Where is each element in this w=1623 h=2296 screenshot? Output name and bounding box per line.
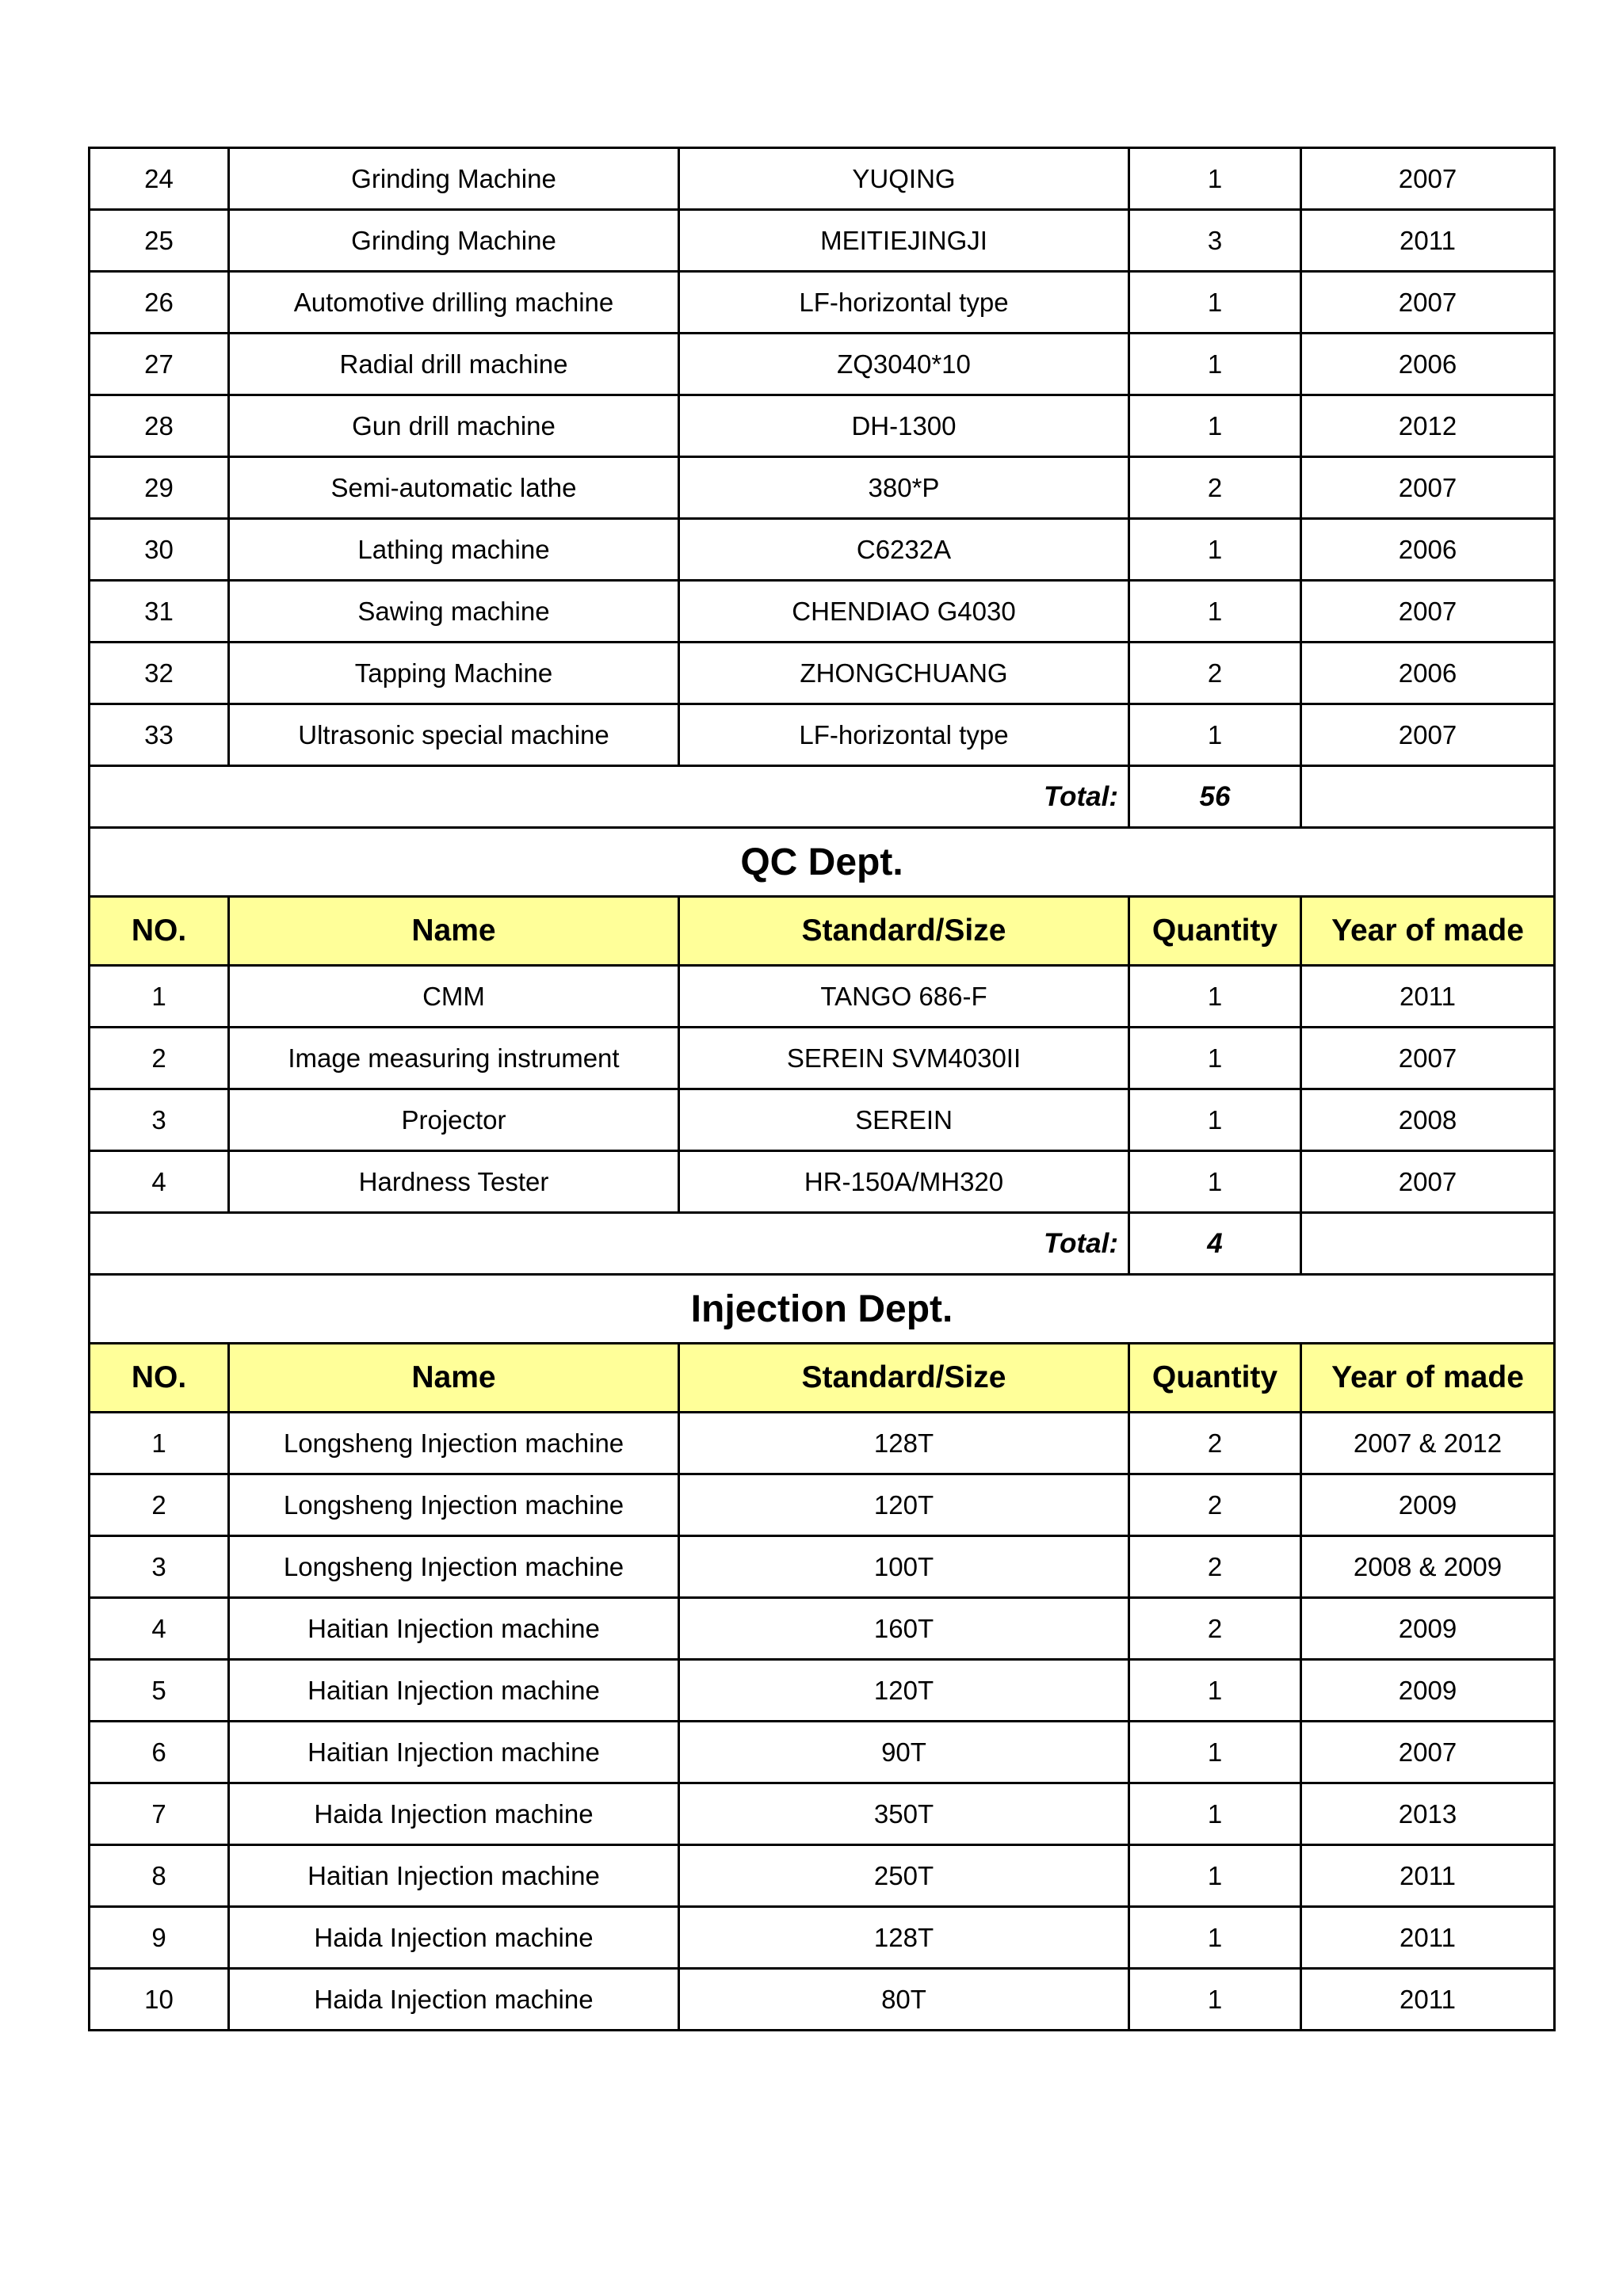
row-number: 31 (90, 581, 229, 643)
row-name: Haitian Injection machine (229, 1598, 679, 1660)
header-quantity: Quantity (1129, 1344, 1301, 1413)
row-year-of-made: 2006 (1301, 334, 1555, 395)
table-row (90, 519, 1555, 581)
table-row (90, 1660, 1555, 1722)
row-quantity: 1 (1129, 334, 1301, 395)
row-name: Automotive drilling machine (229, 272, 679, 334)
row-quantity: 1 (1129, 1151, 1301, 1213)
row-name: Projector (229, 1089, 679, 1151)
table-row (90, 643, 1555, 704)
row-year-of-made: 2007 & 2012 (1301, 1413, 1555, 1474)
table-row (90, 1089, 1555, 1151)
header-name: Name (229, 897, 679, 966)
total-empty-cell (1301, 1213, 1555, 1275)
row-quantity: 2 (1129, 643, 1301, 704)
header-no: NO. (90, 1344, 229, 1413)
row-year-of-made: 2006 (1301, 519, 1555, 581)
row-name: Gun drill machine (229, 395, 679, 457)
row-name: Lathing machine (229, 519, 679, 581)
row-name: Haitian Injection machine (229, 1660, 679, 1722)
row-quantity: 1 (1129, 1722, 1301, 1783)
row-quantity: 1 (1129, 1907, 1301, 1969)
table-row (90, 966, 1555, 1028)
row-quantity: 1 (1129, 148, 1301, 210)
row-year-of-made: 2007 (1301, 148, 1555, 210)
row-year-of-made: 2007 (1301, 1028, 1555, 1089)
row-quantity: 2 (1129, 457, 1301, 519)
row-quantity: 1 (1129, 966, 1301, 1028)
row-year-of-made: 2013 (1301, 1783, 1555, 1845)
row-standard-size: SEREIN (679, 1089, 1129, 1151)
row-name: Longsheng Injection machine (229, 1413, 679, 1474)
row-standard-size: 120T (679, 1474, 1129, 1536)
row-quantity: 1 (1129, 581, 1301, 643)
row-year-of-made: 2007 (1301, 1151, 1555, 1213)
row-name: Grinding Machine (229, 148, 679, 210)
row-standard-size: LF-horizontal type (679, 704, 1129, 766)
row-quantity: 1 (1129, 1089, 1301, 1151)
row-name: Radial drill machine (229, 334, 679, 395)
row-standard-size: 250T (679, 1845, 1129, 1907)
row-number: 33 (90, 704, 229, 766)
column-header-row (90, 897, 1555, 966)
row-standard-size: MEITIEJINGJI (679, 210, 1129, 272)
row-name: Hardness Tester (229, 1151, 679, 1213)
row-standard-size: 100T (679, 1536, 1129, 1598)
row-name: CMM (229, 966, 679, 1028)
row-name: Haida Injection machine (229, 1969, 679, 2031)
row-standard-size: CHENDIAO G4030 (679, 581, 1129, 643)
row-standard-size: 90T (679, 1722, 1129, 1783)
row-year-of-made: 2009 (1301, 1660, 1555, 1722)
row-number: 1 (90, 966, 229, 1028)
row-standard-size: DH-1300 (679, 395, 1129, 457)
row-name: Sawing machine (229, 581, 679, 643)
row-number: 5 (90, 1660, 229, 1722)
row-quantity: 1 (1129, 1969, 1301, 2031)
row-standard-size: ZHONGCHUANG (679, 643, 1129, 704)
row-number: 4 (90, 1598, 229, 1660)
row-quantity: 1 (1129, 272, 1301, 334)
total-row (90, 1213, 1555, 1275)
header-no: NO. (90, 897, 229, 966)
row-name: Tapping Machine (229, 643, 679, 704)
row-quantity: 1 (1129, 519, 1301, 581)
row-year-of-made: 2008 & 2009 (1301, 1536, 1555, 1598)
row-quantity: 2 (1129, 1598, 1301, 1660)
row-quantity: 2 (1129, 1536, 1301, 1598)
row-quantity: 1 (1129, 1845, 1301, 1907)
row-name: Grinding Machine (229, 210, 679, 272)
row-standard-size: 120T (679, 1660, 1129, 1722)
table-row (90, 1474, 1555, 1536)
table-row (90, 395, 1555, 457)
row-number: 30 (90, 519, 229, 581)
row-name: Ultrasonic special machine (229, 704, 679, 766)
row-number: 9 (90, 1907, 229, 1969)
row-year-of-made: 2012 (1301, 395, 1555, 457)
row-standard-size: YUQING (679, 148, 1129, 210)
row-name: Haitian Injection machine (229, 1722, 679, 1783)
table-row (90, 1722, 1555, 1783)
row-number: 25 (90, 210, 229, 272)
row-number: 2 (90, 1474, 229, 1536)
row-quantity: 1 (1129, 1660, 1301, 1722)
row-name: Semi-automatic lathe (229, 457, 679, 519)
header-quantity: Quantity (1129, 897, 1301, 966)
header-standard-size: Standard/Size (679, 897, 1129, 966)
equipment-table (88, 147, 1556, 2031)
row-number: 8 (90, 1845, 229, 1907)
row-quantity: 1 (1129, 704, 1301, 766)
row-year-of-made: 2007 (1301, 457, 1555, 519)
row-standard-size: C6232A (679, 519, 1129, 581)
total-empty-cell (1301, 766, 1555, 828)
row-name: Haitian Injection machine (229, 1845, 679, 1907)
row-standard-size: SEREIN SVM4030II (679, 1028, 1129, 1089)
row-number: 27 (90, 334, 229, 395)
row-number: 24 (90, 148, 229, 210)
table-row (90, 581, 1555, 643)
row-name: Longsheng Injection machine (229, 1536, 679, 1598)
total-label: Total: (90, 766, 1129, 828)
row-quantity: 2 (1129, 1474, 1301, 1536)
qc-dept-title-row (90, 828, 1555, 897)
row-number: 28 (90, 395, 229, 457)
row-name: Image measuring instrument (229, 1028, 679, 1089)
row-year-of-made: 2006 (1301, 643, 1555, 704)
table-row (90, 148, 1555, 210)
table-row (90, 1783, 1555, 1845)
row-standard-size: 380*P (679, 457, 1129, 519)
row-number: 10 (90, 1969, 229, 2031)
row-number: 32 (90, 643, 229, 704)
row-year-of-made: 2009 (1301, 1474, 1555, 1536)
row-number: 4 (90, 1151, 229, 1213)
row-number: 2 (90, 1028, 229, 1089)
row-quantity: 1 (1129, 395, 1301, 457)
row-standard-size: 128T (679, 1413, 1129, 1474)
table-row (90, 1536, 1555, 1598)
table-row (90, 1413, 1555, 1474)
row-quantity: 2 (1129, 1413, 1301, 1474)
row-quantity: 1 (1129, 1028, 1301, 1089)
total-value: 56 (1129, 766, 1301, 828)
row-year-of-made: 2011 (1301, 966, 1555, 1028)
table-row (90, 1845, 1555, 1907)
row-year-of-made: 2011 (1301, 1907, 1555, 1969)
row-quantity: 1 (1129, 1783, 1301, 1845)
total-value: 4 (1129, 1213, 1301, 1275)
row-standard-size: 160T (679, 1598, 1129, 1660)
row-number: 7 (90, 1783, 229, 1845)
table-row (90, 1028, 1555, 1089)
table-row (90, 1969, 1555, 2031)
table-row (90, 457, 1555, 519)
row-year-of-made: 2007 (1301, 704, 1555, 766)
table-row (90, 272, 1555, 334)
row-year-of-made: 2008 (1301, 1089, 1555, 1151)
row-number: 3 (90, 1089, 229, 1151)
row-year-of-made: 2011 (1301, 210, 1555, 272)
row-name: Haida Injection machine (229, 1907, 679, 1969)
row-standard-size: TANGO 686-F (679, 966, 1129, 1028)
injection-dept-title: Injection Dept. (90, 1275, 1555, 1344)
row-standard-size: LF-horizontal type (679, 272, 1129, 334)
header-standard-size: Standard/Size (679, 1344, 1129, 1413)
row-standard-size: ZQ3040*10 (679, 334, 1129, 395)
row-standard-size: 350T (679, 1783, 1129, 1845)
injection-dept-title-row (90, 1275, 1555, 1344)
total-row (90, 766, 1555, 828)
table-row (90, 210, 1555, 272)
row-year-of-made: 2007 (1301, 581, 1555, 643)
table-row (90, 704, 1555, 766)
row-year-of-made: 2007 (1301, 1722, 1555, 1783)
table-row (90, 1598, 1555, 1660)
table-row (90, 1907, 1555, 1969)
column-header-row (90, 1344, 1555, 1413)
row-year-of-made: 2011 (1301, 1969, 1555, 2031)
table-row (90, 334, 1555, 395)
header-name: Name (229, 1344, 679, 1413)
row-number: 3 (90, 1536, 229, 1598)
header-year-of-made: Year of made (1301, 1344, 1555, 1413)
row-number: 29 (90, 457, 229, 519)
row-name: Haida Injection machine (229, 1783, 679, 1845)
table-row (90, 1151, 1555, 1213)
row-standard-size: HR-150A/MH320 (679, 1151, 1129, 1213)
row-year-of-made: 2007 (1301, 272, 1555, 334)
row-number: 1 (90, 1413, 229, 1474)
total-label: Total: (90, 1213, 1129, 1275)
row-name: Longsheng Injection machine (229, 1474, 679, 1536)
header-year-of-made: Year of made (1301, 897, 1555, 966)
qc-dept-title: QC Dept. (90, 828, 1555, 897)
row-number: 6 (90, 1722, 229, 1783)
row-year-of-made: 2009 (1301, 1598, 1555, 1660)
row-year-of-made: 2011 (1301, 1845, 1555, 1907)
row-standard-size: 128T (679, 1907, 1129, 1969)
row-quantity: 3 (1129, 210, 1301, 272)
row-standard-size: 80T (679, 1969, 1129, 2031)
row-number: 26 (90, 272, 229, 334)
